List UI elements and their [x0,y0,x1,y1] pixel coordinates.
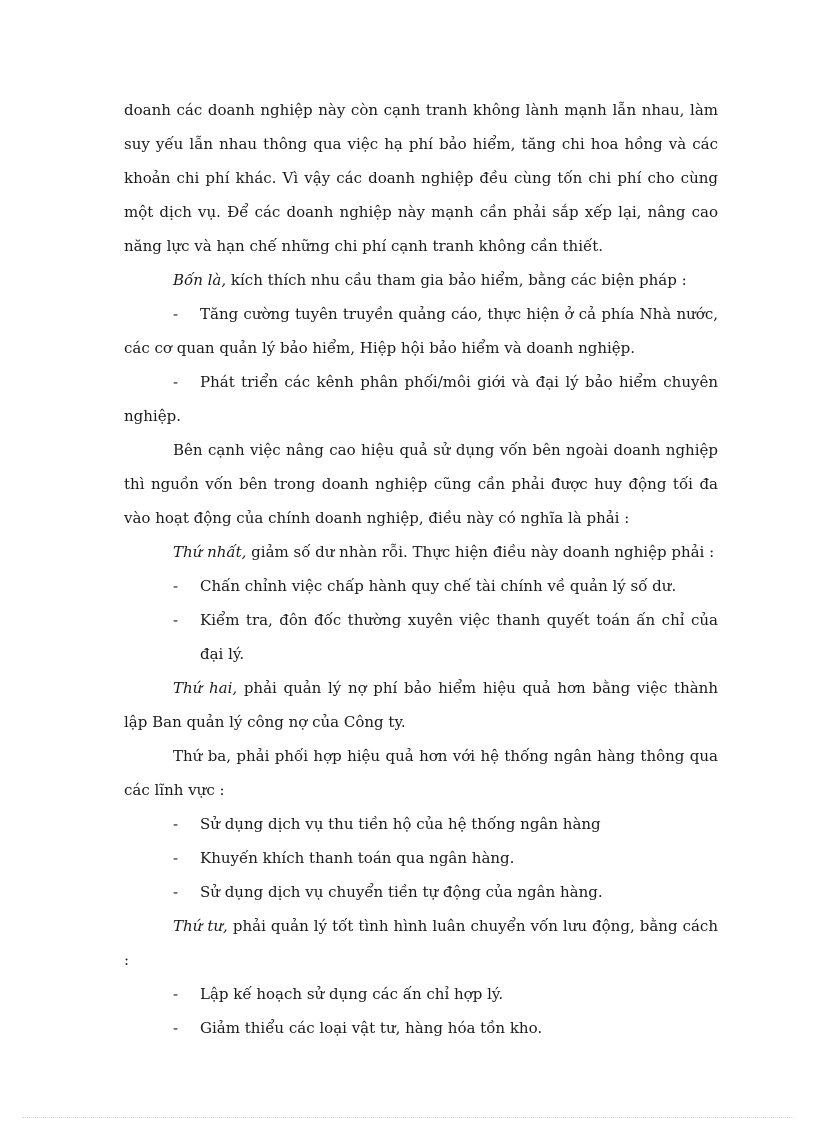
list-dash: - [173,849,179,867]
list-item-text: Lập kế hoạch sử dụng các ấn chỉ hợp lý. [200,985,504,1003]
list-dash: - [173,1019,179,1037]
paragraph [124,671,718,739]
list-item-text: Giảm thiểu các loại vật tư, hàng hóa tồn kho. [200,1019,543,1037]
list-item-text: Chấn chỉnh việc chấp hành quy chế tài chính về quản lý số dư. [200,577,677,595]
list-item [124,1011,718,1045]
list-item [124,365,718,433]
list-item-text: Sử dụng dịch vụ thu tiền hộ của hệ thống ngân hàng [200,815,601,833]
paragraph-lead: Bốn là, [173,271,227,289]
list-dash: - [173,985,179,1003]
list-item-text: Sử dụng dịch vụ chuyển tiền tự động của ngân hàng. [200,883,603,901]
paragraph: doanh các doanh nghiệp này còn cạnh tranh không lành mạnh lẫn nhau, làm suy yếu lẫn nhau thông qua việc hạ phí bảo hiểm, tăng chi hoa hồng và các khoản chi phí khác. Vì vậy các doanh nghiệp đều cùng tốn chi phí cho cùng một dịch vụ. Để các doanh nghiệp này mạnh cần phải sắp xếp lại, nâng cao năng lực và hạn chế những chi phí cạnh tranh không cần thiết. [124,101,718,255]
paragraph: Bên cạnh việc nâng cao hiệu quả sử dụng vốn bên ngoài doanh nghiệp thì nguồn vốn bên trong doanh nghiệp cũng cần phải được huy động tối đa vào hoạt động của chính doanh nghiệp, điều này có nghĩa là phải : [124,441,718,527]
paragraph: Thứ ba, phải phối hợp hiệu quả hơn với hệ thống ngân hàng thông qua các lĩnh vực : [124,747,718,799]
list-item-text: Kiểm tra, đôn đốc thường xuyên việc thanh quyết toán ấn chỉ của đại lý. [200,611,718,663]
list-dash: - [173,611,179,629]
paragraph-text: giảm số dư nhàn rỗi. Thực hiện điều này doanh nghiệp phải : [246,543,715,561]
list-item-text: Tăng cường tuyên truyền quảng cáo, thực hiện ở cả phía Nhà nước, các cơ quan quản lý bảo hiểm, Hiệp hội bảo hiểm và doanh nghiệp. [124,305,718,357]
paragraph-lead: Thứ nhất, [173,543,247,561]
list-item-text: Khuyến khích thanh toán qua ngân hàng. [200,849,515,867]
paragraph [124,263,718,297]
list-dash: - [173,373,179,391]
list-dash: - [173,815,179,833]
list-item [124,977,718,1011]
list-dash: - [173,577,179,595]
paragraph-text: phải quản lý tốt tình hình luân chuyển vốn lưu động, bằng cách : [124,917,718,969]
list-item [124,807,718,841]
list-dash: - [173,883,179,901]
list-item [124,569,718,603]
list-item [124,297,718,365]
list-item-text: Phát triển các kênh phân phối/môi giới và đại lý bảo hiểm chuyên nghiệp. [124,373,718,425]
list-item [124,603,718,671]
paragraph-lead: Thứ tư, [173,917,228,935]
paragraph [124,535,718,569]
list-dash: - [173,305,179,323]
paragraph-text: kích thích nhu cầu tham gia bảo hiểm, bằng các biện pháp : [226,271,687,289]
list-item [124,841,718,875]
paragraph [124,909,718,977]
list-item [124,875,718,909]
document-body [124,93,718,1045]
paragraph-text: phải quản lý nợ phí bảo hiểm hiệu quả hơn bằng việc thành lập Ban quản lý công nợ của Công ty. [124,679,718,731]
paragraph-lead: Thứ hai, [173,679,238,697]
page-bottom-rule [22,1117,794,1118]
